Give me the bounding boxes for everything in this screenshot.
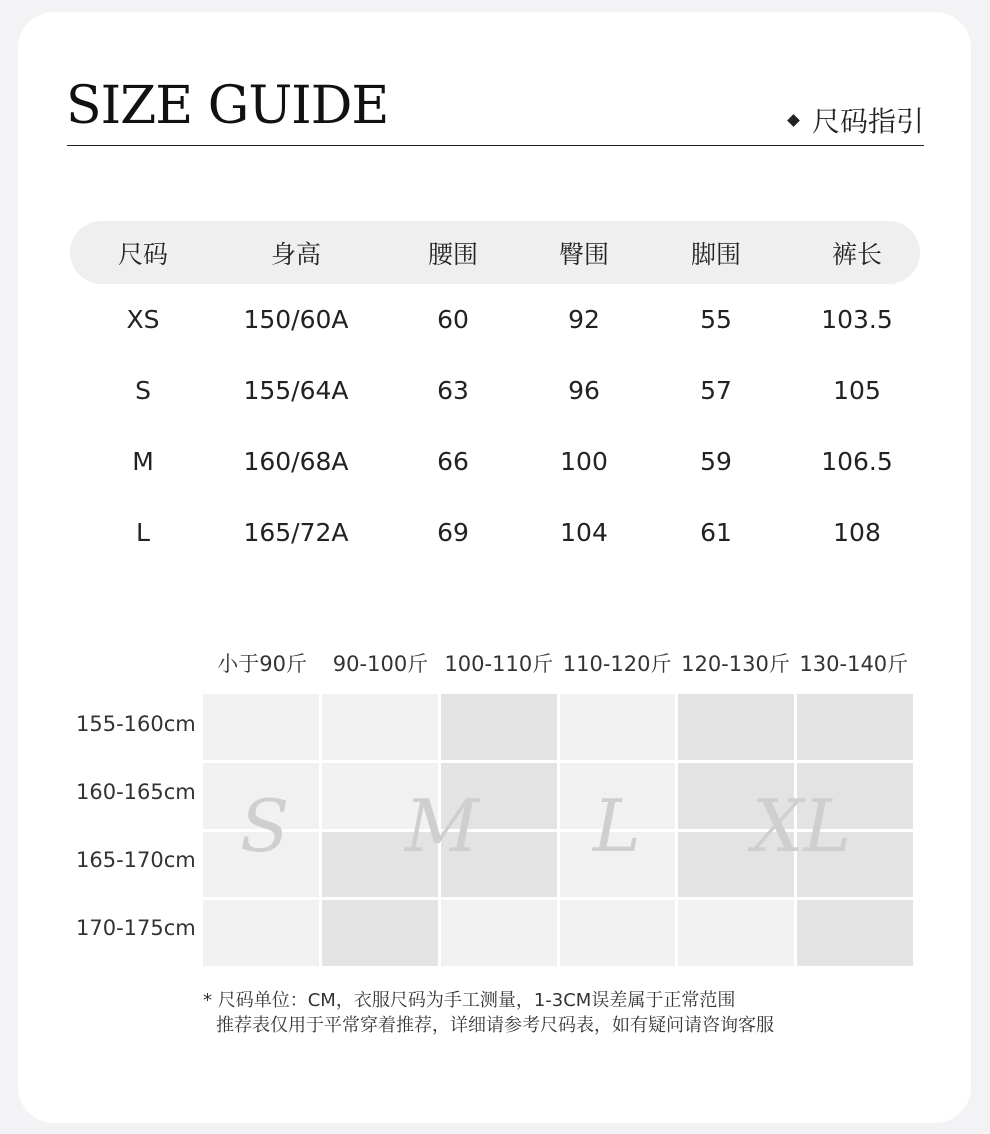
table-cell: 155/64A (243, 376, 349, 405)
weight-label: 100-110斤 (444, 652, 554, 676)
table-cell: 61 (700, 518, 732, 547)
table-row (70, 497, 920, 568)
diamond-icon (787, 114, 800, 127)
grid-cell (322, 694, 438, 760)
column-header: 身高 (270, 239, 321, 269)
weight-label: 120-130斤 (681, 652, 790, 676)
table-row (70, 426, 920, 497)
size-label-l: L (593, 784, 641, 868)
table-cell: 160/68A (243, 447, 349, 476)
table-cell: 60 (437, 305, 469, 334)
grid-cell (441, 900, 557, 966)
grid-cell (678, 900, 794, 966)
table-cell: 103.5 (821, 305, 893, 334)
height-label: 165-170cm (76, 848, 196, 872)
table-cell: 69 (437, 518, 469, 547)
grid-cell (322, 900, 438, 966)
table-cell: 165/72A (243, 518, 349, 547)
height-label: 160-165cm (76, 780, 196, 804)
table-cell: 57 (700, 376, 732, 405)
table-cell: 150/60A (243, 305, 349, 334)
footnote-line: 推荐表仅用于平常穿着推荐，详细请参考尺码表，如有疑问请咨询客服 (216, 1015, 774, 1036)
footnote-line: * 尺码单位：CM，衣服尺码为手工测量，1-3CM误差属于正常范围 (203, 990, 736, 1011)
height-label: 155-160cm (76, 712, 196, 736)
footnote (203, 988, 774, 1038)
subtitle-text: 尺码指引 (811, 105, 924, 138)
table-cell: 96 (568, 376, 600, 405)
column-header: 脚围 (690, 239, 741, 269)
table-cell: L (136, 518, 150, 547)
column-header: 腰围 (427, 239, 478, 269)
column-header: 尺码 (117, 239, 168, 269)
column-header: 裤长 (831, 239, 882, 269)
table-cell: 100 (560, 447, 608, 476)
grid-cell (797, 694, 913, 760)
table-cell: XS (126, 305, 160, 334)
table-cell: 108 (833, 518, 881, 547)
grid-cell (203, 900, 319, 966)
size-label-m: M (405, 784, 479, 868)
table-cell: 104 (560, 518, 608, 547)
table-cell: 92 (568, 305, 600, 334)
weight-headers (203, 648, 913, 678)
weight-label: 90-100斤 (332, 652, 429, 676)
weight-label: 130-140斤 (799, 652, 909, 676)
table-cell: 105 (833, 376, 881, 405)
height-label: 170-175cm (76, 916, 196, 940)
weight-label: 110-120斤 (562, 652, 672, 676)
grid-cell (560, 900, 676, 966)
table-cell: 66 (437, 447, 469, 476)
table-cell: 55 (700, 305, 732, 334)
grid-cell (678, 694, 794, 760)
size-label-xl: XL (752, 784, 852, 868)
grid-cell (560, 694, 676, 760)
size-label-s: S (240, 784, 290, 868)
table-cell: 59 (700, 447, 732, 476)
table-cell: S (135, 376, 151, 405)
page-title: SIZE GUIDE (66, 76, 389, 136)
grid-cell (203, 694, 319, 760)
grid-cell (441, 694, 557, 760)
table-cell: 106.5 (821, 447, 893, 476)
column-header: 臀围 (558, 239, 609, 269)
table-row (70, 355, 920, 426)
height-labels (76, 694, 196, 966)
title-divider (67, 145, 924, 146)
page-subtitle (789, 100, 924, 140)
size-table (70, 221, 920, 568)
table-row (70, 284, 920, 355)
size-table-header (70, 221, 920, 284)
table-cell: 63 (437, 376, 469, 405)
weight-label: 小于90斤 (217, 652, 308, 676)
grid-cell (797, 900, 913, 966)
table-cell: M (132, 447, 154, 476)
